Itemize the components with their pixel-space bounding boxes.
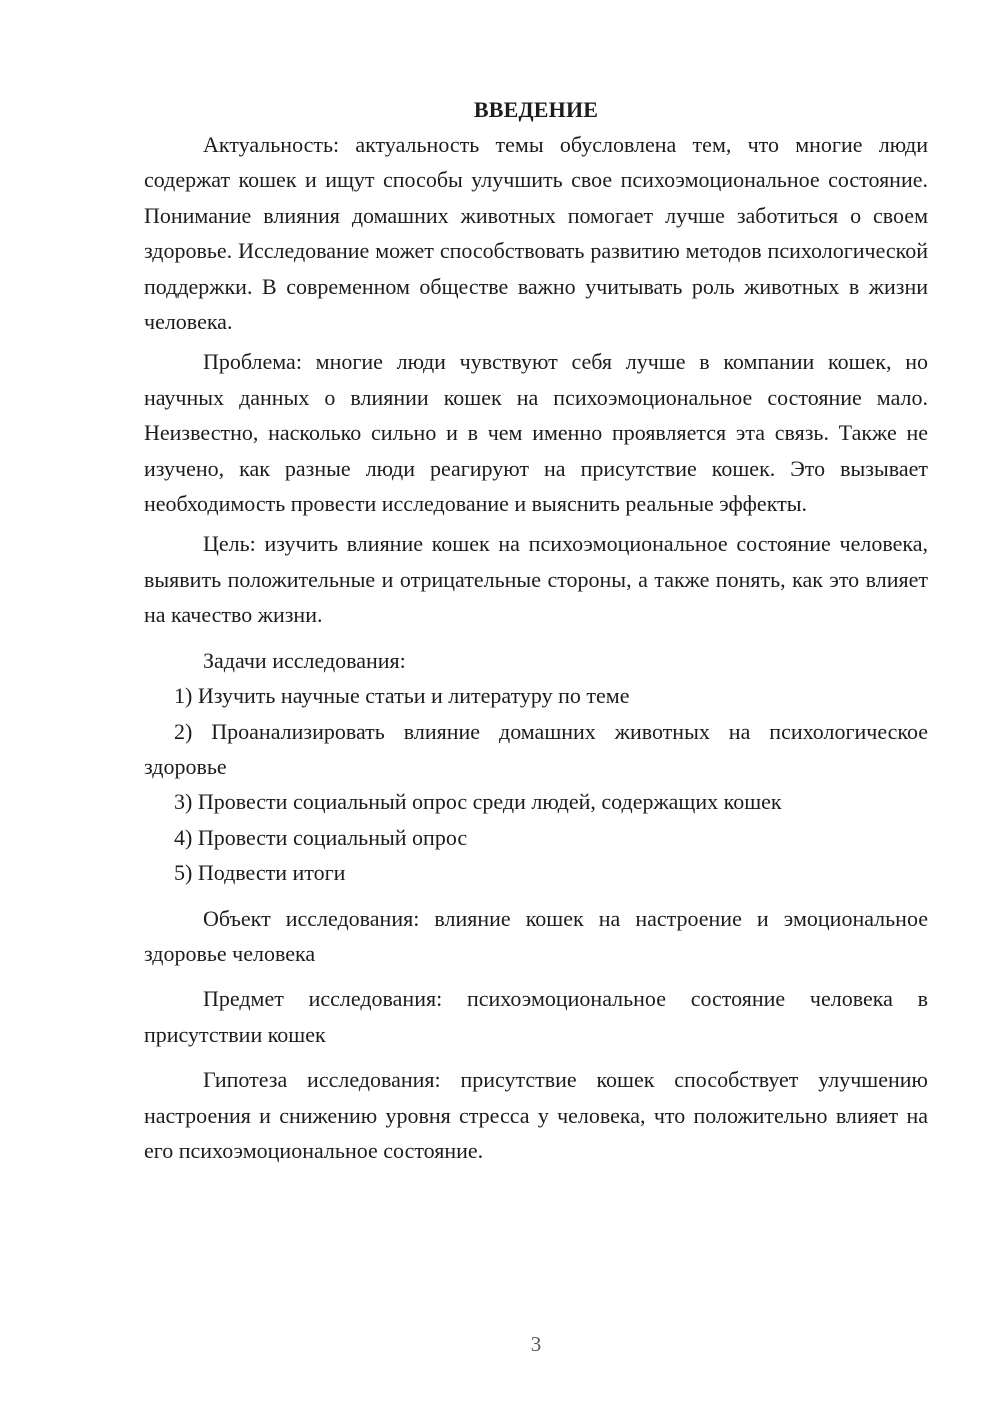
- paragraph-subject: Предмет исследования: психоэмоциональное состояние человека в присутствии кошек: [144, 986, 928, 1047]
- paragraph-problem: Проблема: многие люди чувствуют себя лучше в компании кошек, но научных данных о влиянии кошек на психоэмоциональное состояние мало. Неизвестно, насколько сильно и в чем именно проявляется эта связь. Также не изучено, как разные люди реагируют на присутствие кошек. Это вызывает необходимость провести исследование и выяснить реальные эффекты.: [144, 349, 928, 517]
- paragraph-hypothesis: Гипотеза исследования: присутствие кошек способствует улучшению настроения и снижению уровня стресса у человека, что положительно влияет на его психоэмоциональное состояние.: [144, 1067, 928, 1163]
- task-item-5: 5) Подвести итоги: [174, 860, 346, 886]
- task-item-4: 4) Провести социальный опрос: [174, 824, 468, 850]
- paragraph-object: Объект исследования: влияние кошек на настроение и эмоциональное здоровье человека: [144, 905, 928, 966]
- page-title: ВВЕДЕНИЕ: [473, 97, 599, 122]
- task-item-1: 1) Изучить научные статьи и литературу по теме: [174, 683, 630, 709]
- task-item-3: 3) Провести социальный опрос среди людей, содержащих кошек: [174, 789, 782, 815]
- document-page: [144, 92, 928, 1168]
- page-number: 3: [530, 1332, 542, 1356]
- task-item-2: 2) Проанализировать влияние домашних животных на психологическое здоровье: [144, 718, 928, 779]
- paragraph-relevance: Актуальность: актуальность темы обусловлена тем, что многие люди содержат кошек и ищут способы улучшить свое психоэмоциональное состояние. Понимание влияния домашних животных помогает лучше заботиться о своем здоровье. Исследование может способствовать развитию методов психологической поддержки. В современном обществе важно учитывать роль животных в жизни человека.: [144, 132, 928, 335]
- tasks-heading: Задачи исследования:: [203, 647, 406, 673]
- paragraph-goal: Цель: изучить влияние кошек на психоэмоциональное состояние человека, выявить положительные и отрицательные стороны, а также понять, как это влияет на качество жизни.: [144, 531, 928, 628]
